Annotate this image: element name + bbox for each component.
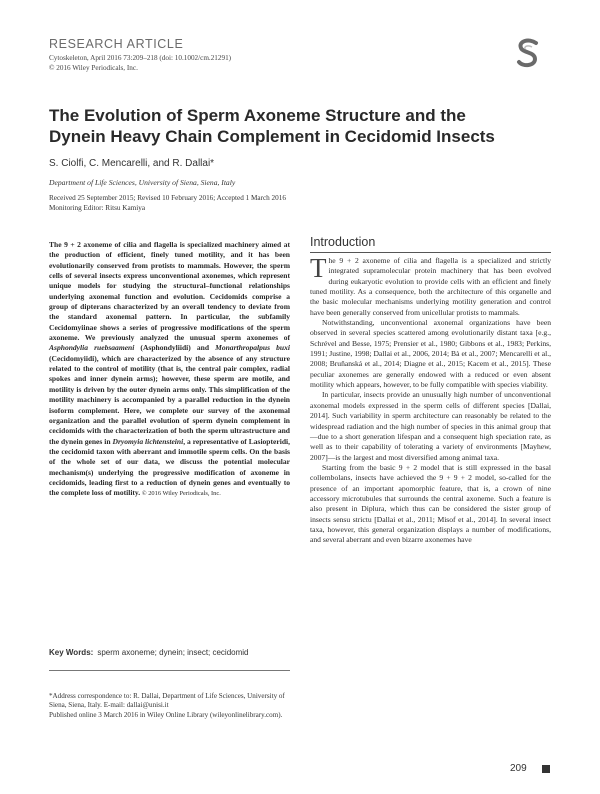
species-name: Dryomyia lichtensteini bbox=[112, 436, 184, 446]
page-marker bbox=[542, 765, 550, 773]
journal-citation: Cytoskeleton, April 2016 73:209–218 (doi: 10.1002/cm.21291) bbox=[49, 54, 232, 62]
journal-s-logo-icon bbox=[515, 38, 541, 68]
keywords bbox=[49, 648, 249, 657]
publication-note: Published online 3 March 2016 in Wiley Online Library (wileyonlinelibrary.com). bbox=[49, 710, 283, 719]
journal-copyright: © 2016 Wiley Periodicals, Inc. bbox=[49, 64, 138, 72]
species-name: Monarthropalpus buxi bbox=[215, 343, 290, 353]
abstract-copyright: © 2016 Wiley Periodicals, Inc. bbox=[140, 490, 221, 498]
article-dates bbox=[49, 193, 286, 213]
heading-rule bbox=[310, 252, 551, 253]
affiliation: Department of Life Sciences, University of Siena, Siena, Italy bbox=[49, 178, 236, 187]
monitoring-editor: Monitoring Editor: Ritsu Kamiya bbox=[49, 204, 146, 212]
footnote-divider bbox=[49, 670, 290, 671]
abstract-text: (Cecidomyiidi), which are characterized by the absence of any structure related to the control of motility (that is, the central pair complex, radial spokes and inner dynein arms); however, these sperm are motile, and motility is driven by the outer dynein arms only. This simplification of the motility machinery is accompanied by a parallel reduction in the dynein isoform complement. Here, we complete our survey of the axonemal organization and the parallel evolution of sperm dynein complement in cecidomids with the characterization of both the sperm ultrastructure and the dynein genes in bbox=[49, 353, 290, 446]
species-name: Asphondylia ruebsaameni bbox=[49, 343, 135, 353]
correspondence-address: *Address correspondence to: R. Dallai, Department of Life Sciences, University of Siena, Siena, Italy. E-mail: dallai@unisi.it bbox=[49, 692, 285, 710]
keywords-label: Key Words: bbox=[49, 648, 94, 657]
keywords-text: sperm axoneme; dynein; insect; cecidomid bbox=[97, 648, 249, 657]
page-number: 209 bbox=[510, 763, 527, 774]
author-list: S. Ciolfi, C. Mencarelli, and R. Dallai* bbox=[49, 158, 215, 169]
introduction-heading: Introduction bbox=[310, 235, 376, 249]
abstract-text: (Asphondyliidi) and bbox=[134, 343, 216, 353]
article-title: The Evolution of Sperm Axoneme Structure and the Dynein Heavy Chain Complement in Cecidomid Insects bbox=[49, 106, 495, 146]
article-type-label: RESEARCH ARTICLE bbox=[49, 37, 184, 51]
correspondence-note bbox=[49, 692, 290, 720]
received-dates: Received 25 September 2015; Revised 10 February 2016; Accepted 1 March 2016 bbox=[49, 194, 286, 202]
intro-paragraph: Notwithstanding, unconventional axonemal organizations have been observed in several species scattered among evolutionarily distant taxa [e.g., Schrével and Besse, 1975; Prensier et al., 1980; Gibbons et al., 1983; Perkins, 1991; Justine, 1998; Dallai et al., 2006, 2014; Bà et al., 2007; Mencarelli et al., 2008; Bruňanská et al., 2014; Diagne et al., 2015; Kacem et al., 2015]. These peculiar axonemes are generally endowed with a reduced or even absent motility which appears, however, to be fully compatible with species viability. bbox=[310, 318, 551, 390]
intro-paragraph: The 9 + 2 axoneme of cilia and flagella is a specialized and strictly integrated supramolecular protein machinery that has been evolved during eukaryotic evolution to provide cells with an efficient and finely tuned motility. As a consequence, both the architecture of this organelle and the basic molecular mechanisms underlying motility generation and control have been generally conserved from unicellular protists to mammals. bbox=[310, 253, 551, 317]
introduction-body bbox=[310, 253, 551, 546]
abstract-text: , a representative of Lasiopteridi, the cecidomid taxon with aberrant and immotile sperm cells. On the basis of the whole set of our data, we discuss the potential molecular mechanism(s) underlying the progressive modification of axoneme in cecidomids, leading first to a reduction of dynein genes and eventually to the complete loss of motility. bbox=[49, 436, 290, 498]
intro-paragraph: In particular, insects provide an unusually high number of unconventional axonemal models expressed in the sperm cells of different species [Dallai, 2014]. Such variability in sperm architecture can reasonably be related to the widespread radiation and the high number of species in this animal group that—due to a short generation lifespan and a consequent high speciation rate, as well as to their capability of tolerating a variety of environments [Mayhew, 2007]—is the largest and most diversified among animal taxa. bbox=[310, 390, 551, 462]
intro-paragraph: Starting from the basic 9 + 2 model that is still expressed in the basal collembolans, insects have achieved the 9 + 9 + 2 model, so-called for the presence of an important apomorphic feature, that is, a crown of nine accessory microtubules that surrounds the central axoneme. Such a feature is also present in Diplura, which thus can be considered the sister group of insects sensu strictu [Dallai et al., 2011; Misof et al., 2014]. In several insect taxa, however, this general organization displays a number of modifications, and several aberrant and even bizarre axonemes have bbox=[310, 462, 551, 545]
abstract-text: The 9 + 2 axoneme of cilia and flagella is specialized machinery aimed at the production of efficient, finely tuned motility, and it has been evolutionarily conserved from protists to mammals. However, the sperm cells of several insects express unconventional axonemes, which represent unique models for studying the structural–functional relationships underlying axonemal function and evolution. Cecidomids comprise a group of dipterans characterized by an overall tendency to deviate from the standard axonemal pattern. In particular, the subfamily Cecidomyiinae shows a series of progressive modifications of the sperm axoneme. We previously analyzed the unusual sperm axonemes of bbox=[49, 240, 290, 343]
drop-cap: T bbox=[310, 253, 327, 283]
abstract bbox=[49, 240, 290, 500]
